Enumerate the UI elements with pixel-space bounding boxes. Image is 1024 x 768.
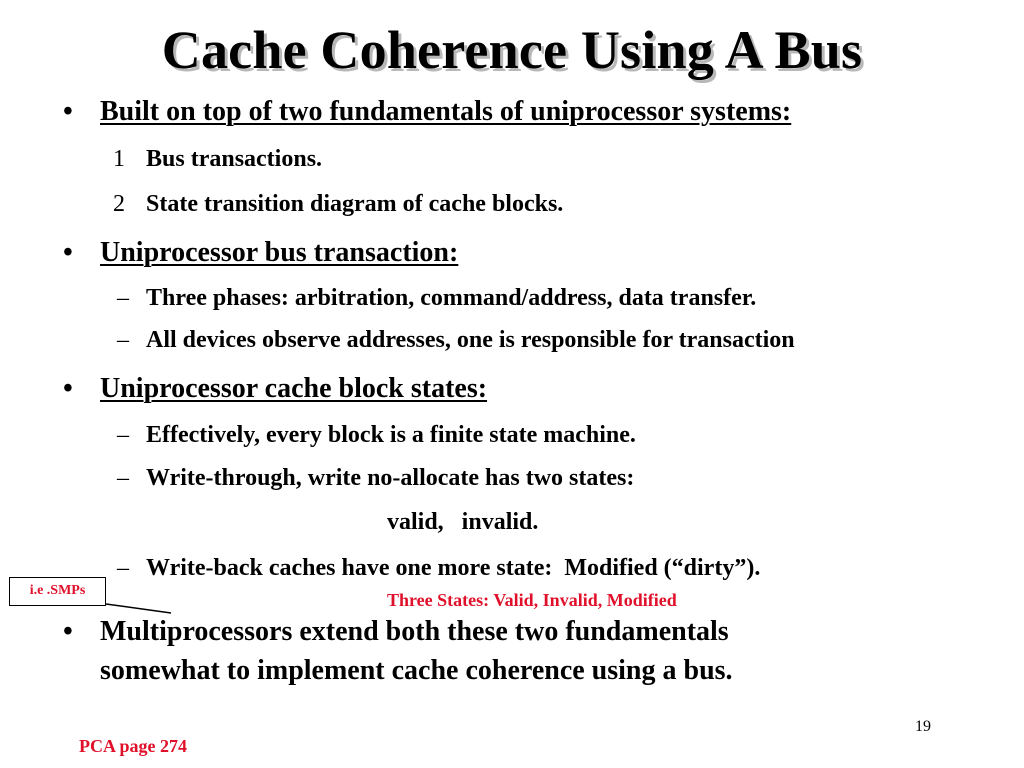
- subitem-3-4-marker: –: [117, 555, 129, 581]
- states-note: Three States: Valid, Invalid, Modified: [387, 590, 677, 610]
- subitem-2-2-text: All devices observe addresses, one is responsible for transaction: [146, 327, 795, 353]
- subitem-3-3-text: valid, invalid.: [387, 509, 539, 535]
- footer-reference: PCA page 274: [79, 736, 187, 756]
- subitem-2-2-marker: –: [117, 327, 129, 353]
- subitem-3-2-marker: –: [117, 465, 129, 491]
- bullet-3-text: Uniprocessor cache block states:: [100, 373, 488, 404]
- subitem-2-1-marker: –: [117, 285, 129, 311]
- bullet-2-text: Uniprocessor bus transaction:: [100, 237, 459, 268]
- subitem-1-1-text: Bus transactions.: [146, 146, 323, 172]
- bullet-1-text: Built on top of two fundamentals of uniprocessor systems:: [100, 96, 792, 127]
- bullet-2-marker: •: [63, 237, 73, 268]
- callout-box: i.e .SMPs: [9, 577, 106, 606]
- page-number: 19: [915, 718, 931, 735]
- bullet-4-text-line1: Multiprocessors extend both these two fundamentals: [100, 616, 729, 647]
- subitem-2-1-text: Three phases: arbitration, command/address, data transfer.: [146, 285, 757, 311]
- subitem-1-2-text: State transition diagram of cache blocks.: [146, 191, 564, 217]
- subitem-3-2-text: Write-through, write no-allocate has two states:: [146, 465, 635, 491]
- bullet-4-text-line2: somewhat to implement cache coherence using a bus.: [100, 655, 733, 686]
- bullet-3-marker: •: [63, 373, 73, 404]
- subitem-1-2-marker: 2: [113, 191, 125, 217]
- subitem-3-4-text: Write-back caches have one more state: Modified (“dirty”).: [146, 555, 761, 581]
- bullet-1-marker: •: [63, 96, 73, 127]
- subitem-3-1-marker: –: [117, 422, 129, 448]
- subitem-1-1-marker: 1: [113, 146, 125, 172]
- subitem-3-1-text: Effectively, every block is a finite state machine.: [146, 422, 636, 448]
- slide-title: Cache Coherence Using A Bus: [161, 20, 863, 80]
- bullet-4-marker: •: [63, 616, 73, 647]
